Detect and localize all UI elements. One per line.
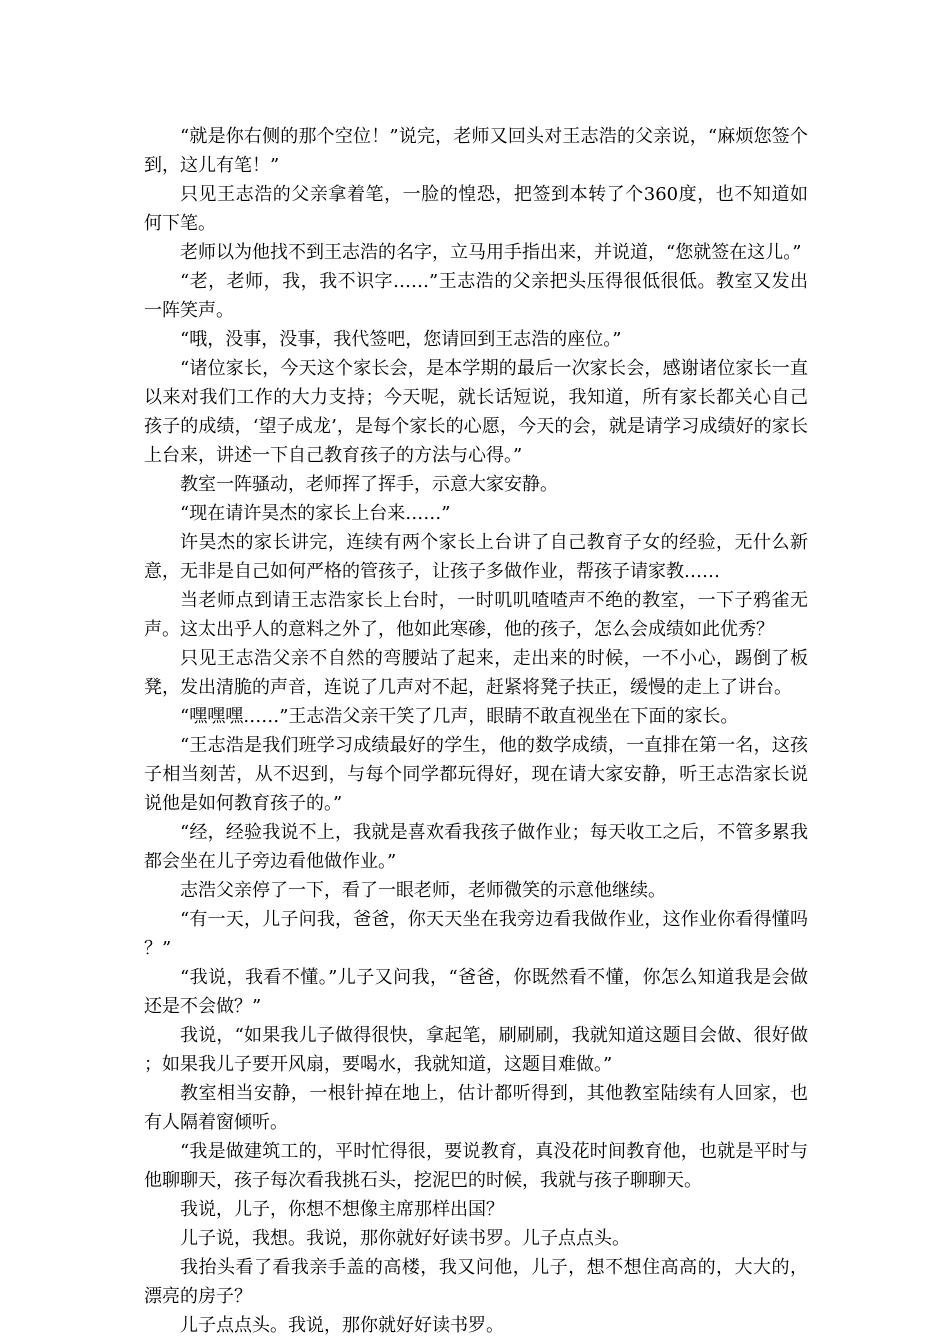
paragraph: “就是你右侧的那个空位！”说完，老师又回头对王志浩的父亲说，“麻烦您签个到，这儿有笔！” xyxy=(144,126,808,176)
paragraph: “嘿嘿嘿……”王志浩父亲干笑了几声，眼睛不敢直视坐在下面的家长。 xyxy=(180,706,739,727)
paragraph: “王志浩是我们班学习成绩最好的学生，他的数学成绩，一直排在第一名，这孩子相当刻苦，从不迟到，与每个同学都玩得好，现在请大家安静，听王志浩家长说说他是如何教育孩子的。” xyxy=(144,735,808,814)
paragraph: “诸位家长，今天这个家长会，是本学期的最后一次家长会，感谢诸位家长一直以来对我们工作的大力支持；今天呢，就长话短说，我知道，所有家长都关心自己孩子的成绩，‘望子成龙’，是每个家长的心愿，今天的会，就是请学习成绩好的家长上台来，讲述一下自己教育孩子的方法与心得。” xyxy=(144,358,808,466)
paragraph: “有一天，儿子问我，爸爸，你天天坐在我旁边看我做作业，这作业你看得懂吗？” xyxy=(144,909,808,959)
paragraph: 志浩父亲停了一下，看了一眼老师，老师微笑的示意他继续。 xyxy=(180,880,666,901)
story-text-body xyxy=(144,122,808,1340)
paragraph: 教室相当安静，一根针掉在地上，估计都听得到，其他教室陆续有人回家，也有人隔着窗倾听。 xyxy=(144,1083,808,1133)
paragraph: 老师以为他找不到王志浩的名字，立马用手指出来，并说道，“您就签在这儿。” xyxy=(180,242,802,263)
paragraph: 只见王志浩的父亲拿着笔，一脸的惶恐，把签到本转了个360度，也不知道如何下笔。 xyxy=(144,184,808,234)
paragraph: 只见王志浩父亲不自然的弯腰站了起来，走出来的时候，一不小心，踢倒了板凳，发出清脆的声音，连说了几声对不起，赶紧将凳子扶正，缓慢的走上了讲台。 xyxy=(144,648,808,698)
paragraph: “现在请许昊杰的家长上台来……” xyxy=(180,503,451,524)
paragraph: 我抬头看了看我亲手盖的高楼，我又问他，儿子，想不想住高高的，大大的，漂亮的房子？ xyxy=(144,1257,808,1307)
paragraph: “我说，我看不懂。”儿子又问我，“爸爸，你既然看不懂，你怎么知道我是会做还是不会做？” xyxy=(144,967,808,1017)
paragraph: “我是做建筑工的，平时忙得很，要说教育，真没花时间教育他，也就是平时与他聊聊天，孩子每次看我挑石头，挖泥巴的时候，我就与孩子聊聊天。 xyxy=(144,1141,808,1191)
paragraph: “哦，没事，没事，我代签吧，您请回到王志浩的座位。” xyxy=(180,329,622,350)
paragraph: 儿子说，我想。我说，那你就好好读书罗。儿子点点头。 xyxy=(180,1228,630,1249)
paragraph: 许昊杰的家长讲完，连续有两个家长上台讲了自己教育子女的经验，无什么新意，无非是自己如何严格的管孩子，让孩子多做作业，帮孩子请家教…… xyxy=(144,532,808,582)
paragraph: 我说，“如果我儿子做得很快，拿起笔，刷刷刷，我就知道这题目会做、很好做；如果我儿子要开风扇，要喝水，我就知道，这题目难做。” xyxy=(144,1025,808,1075)
paragraph: “经，经验我说不上，我就是喜欢看我孩子做作业；每天收工之后，不管多累我都会坐在儿子旁边看他做作业。” xyxy=(144,822,808,872)
paragraph: 当老师点到请王志浩家长上台时，一时叽叽喳喳声不绝的教室，一下子鸦雀无声。这太出乎人的意料之外了，他如此寒碜，他的孩子，怎么会成绩如此优秀？ xyxy=(144,590,808,640)
paragraph: 教室一阵骚动，老师挥了挥手，示意大家安静。 xyxy=(180,474,558,495)
paragraph: 我说，儿子，你想不想像主席那样出国？ xyxy=(180,1199,504,1220)
paragraph: 儿子点点头。我说，那你就好好读书罗。 xyxy=(180,1315,504,1336)
paragraph: “老，老师，我，我不识字……”王志浩的父亲把头压得很低很低。教室又发出一阵笑声。 xyxy=(144,271,808,321)
